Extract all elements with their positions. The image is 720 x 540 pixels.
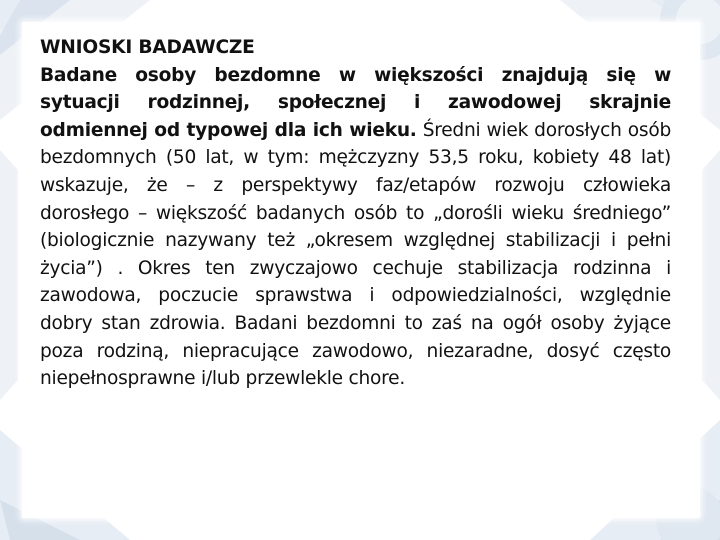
slide-body bbox=[40, 62, 671, 393]
bold-lead-sentence: Badane osoby bezdomne w większości znajdują się w sytuacji rodzinnej, społecznej i zawodowej skrajnie odmiennej od typowej dla ich wieku. bbox=[40, 64, 671, 141]
body-paragraph: Średni wiek dorosłych osób bezdomnych (50 lat, w tym: mężczyzny 53,5 roku, kobiety 48 lat) wskazuje, że – z perspektywy faz/etapów rozwoju człowieka dorosłego – większość badanych osób to „dorośli wieku średniego” (biologicznie nazywany też „okresem względnej stabilizacji i pełni życia”) . Okres ten zwyczajowo cechuje stabilizacja rodzinna i zawodowa, poczucie sprawstwa i odpowiedzialności, względnie dobry stan zdrowia. Badani bezdomni to zaś na ogół osoby żyjące poza rodziną, niepracujące zawodowo, niezaradne, dosyć często niepełnosprawne i/lub przewlekle chore. bbox=[40, 119, 672, 390]
slide-text bbox=[40, 34, 671, 393]
slide-heading: WNIOSKI BADAWCZE bbox=[40, 37, 255, 58]
